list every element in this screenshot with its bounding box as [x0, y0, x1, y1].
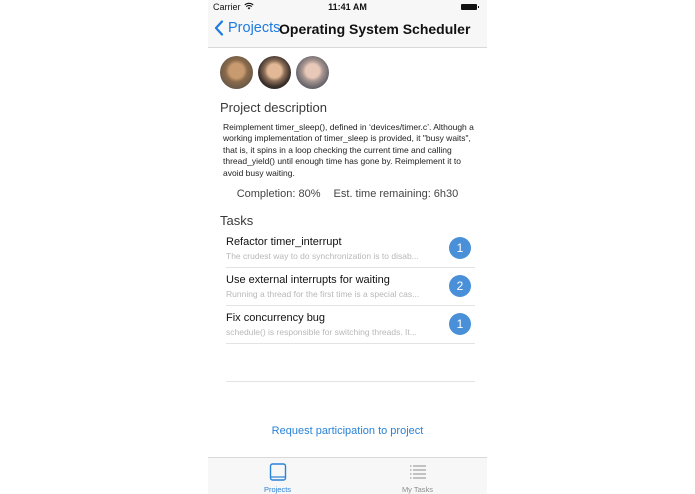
task-row[interactable]	[226, 306, 475, 344]
top-bar	[208, 0, 487, 48]
book-icon	[269, 463, 287, 481]
task-count-badge: 1	[449, 313, 471, 335]
page-title: Operating System Scheduler	[279, 21, 471, 37]
list-icon	[409, 463, 427, 481]
tab-my-tasks[interactable]	[348, 458, 487, 494]
avatar[interactable]	[296, 56, 329, 89]
navigation-bar	[208, 18, 487, 44]
chevron-left-icon	[214, 20, 224, 36]
task-title: Fix concurrency bug	[226, 312, 326, 324]
task-title: Refactor timer_interrupt	[226, 236, 342, 248]
description-text: Reimplement timer_sleep(), defined in ‘devices/timer.c’. Although a working implementation of timer_sleep is provided, it "busy waits", that is, it spins in a loop checking the current time and calling thread_yield() until enough time has gone by. Reimplement it to avoid busy waiting.	[223, 122, 474, 178]
description-heading: Project description	[220, 100, 327, 115]
task-count-badge: 2	[449, 275, 471, 297]
task-title: Use external interrupts for waiting	[226, 274, 390, 286]
member-avatars	[220, 56, 329, 89]
task-count-badge: 1	[449, 237, 471, 259]
avatar[interactable]	[220, 56, 253, 89]
carrier-label: Carrier	[213, 2, 241, 12]
tab-projects[interactable]	[208, 458, 347, 494]
tasks-heading: Tasks	[220, 213, 254, 228]
task-subtitle: Running a thread for the first time is a special cas...	[226, 289, 420, 299]
empty-task-row	[226, 344, 475, 382]
project-stats	[208, 188, 487, 200]
request-participation-button[interactable]: Request participation to project	[271, 425, 424, 437]
tab-bar	[208, 457, 487, 494]
task-list	[226, 230, 475, 382]
task-row[interactable]	[226, 230, 475, 268]
remaining-time-label: Est. time remaining: 6h30	[333, 188, 459, 200]
completion-label: Completion: 80%	[236, 188, 321, 200]
battery-icon	[461, 4, 477, 10]
back-button[interactable]	[214, 20, 280, 36]
tab-label: Projects	[263, 485, 292, 494]
task-subtitle: The crudest way to do synchronization is to disab...	[226, 251, 419, 261]
task-row[interactable]	[226, 268, 475, 306]
tab-label: My Tasks	[401, 485, 434, 494]
status-bar	[208, 0, 487, 14]
avatar[interactable]	[258, 56, 291, 89]
back-label: Projects	[228, 20, 281, 36]
clock: 11:41 AM	[328, 2, 367, 12]
phone-screen	[208, 0, 487, 494]
task-subtitle: schedule() is responsible for switching threads. It...	[226, 327, 417, 337]
